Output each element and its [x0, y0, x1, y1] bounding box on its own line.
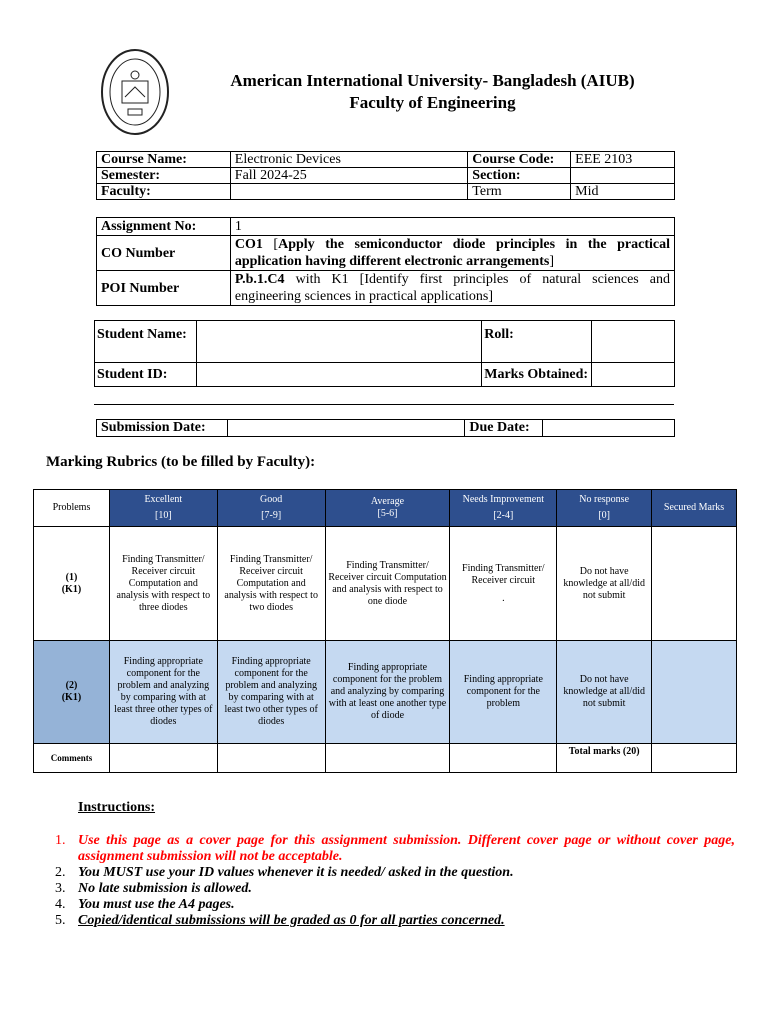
course-code-value: EEE 2103 [571, 152, 675, 168]
section-value[interactable] [571, 168, 675, 184]
average-header [325, 490, 450, 527]
secured-marks-field[interactable] [652, 527, 737, 641]
assignment-no-label: Assignment No: [97, 218, 231, 236]
problem-2-label [34, 641, 110, 744]
assignment-no-value: 1 [230, 218, 674, 236]
poi-code: P.b.1.C4 [234, 272, 285, 287]
comments-field[interactable] [325, 744, 450, 773]
secured-marks-field[interactable] [652, 641, 737, 744]
marks-obtained-label: Marks Obtained: [482, 363, 592, 387]
good-header [217, 490, 325, 527]
rubric-cell: Finding Transmitter/ Receiver circuit Computation and analysis with respect to one diode [325, 527, 450, 641]
student-name-label: Student Name: [95, 321, 197, 363]
total-marks-field[interactable] [652, 744, 737, 773]
comments-field[interactable] [109, 744, 217, 773]
rubric-text: Finding Transmitter/ Receiver circuit [462, 562, 545, 586]
problem-number: (1) [65, 571, 78, 583]
rubric-cell: Do not have knowledge at all/did not submit [557, 527, 652, 641]
instruction-text: No late submission is allowed. [78, 881, 252, 896]
header-name: Needs Improvement [462, 494, 544, 505]
semester-label: Semester: [97, 168, 231, 184]
rubric-cell: Finding appropriate component for the problem [450, 641, 557, 744]
comments-field[interactable] [450, 744, 557, 773]
instruction-item: 3. No late submission is allowed. [55, 881, 252, 896]
rubrics-title: Marking Rubrics (to be filled by Faculty): [46, 454, 316, 470]
course-name-label: Course Name: [97, 152, 231, 168]
instruction-item: 4. You must use the A4 pages. [55, 897, 235, 912]
table-row [34, 527, 737, 641]
secured-marks-header: Secured Marks [652, 490, 737, 527]
rubric-cell: Finding Transmitter/ Receiver circuit Computation and analysis with respect to two diodes [217, 527, 325, 641]
instruction-item: 1. Use this page as a cover page for this assignment submission. Different cover page or without cover page, assignment submission will not be acceptable. [55, 833, 735, 864]
divider-line [94, 404, 674, 405]
co-description: Apply the semiconductor diode principles in the practical application having different electronic arrangements [234, 237, 670, 269]
submission-date-field[interactable] [227, 420, 464, 437]
problems-header: Problems [34, 490, 110, 527]
header-range: [10] [154, 510, 172, 521]
rubric-cell: Finding appropriate component for the problem and analyzing by comparing with at least two other types of diodes [217, 641, 325, 744]
assignment-table [96, 217, 675, 306]
table-row [34, 641, 737, 744]
term-value: Mid [571, 184, 675, 200]
rubric-cell: Finding appropriate component for the problem and analyzing by comparing with at least three other types of diodes [109, 641, 217, 744]
semester-value: Fall 2024-25 [230, 168, 468, 184]
rubric-cell: Do not have knowledge at all/did not submit [557, 641, 652, 744]
instruction-text: You must use the A4 pages. [78, 897, 235, 912]
co-number-value: CO1 [Apply the semiconductor diode principles in the practical application having different electronic arrangements] [230, 236, 674, 271]
university-name: American International University- Bangladesh (AIUB) [230, 71, 635, 90]
rubric-cell: Finding Transmitter/ Receiver circuit Computation and analysis with respect to three diodes [109, 527, 217, 641]
term-label: Term [468, 184, 571, 200]
instruction-text: You MUST use your ID values whenever it is needed/ asked in the question. [78, 865, 514, 880]
header-range: [7-9] [261, 510, 282, 521]
due-date-field[interactable] [543, 420, 675, 437]
faculty-label: Faculty: [97, 184, 231, 200]
submission-date-label: Submission Date: [97, 420, 228, 437]
student-info-table [94, 320, 675, 387]
header-name: Excellent [144, 494, 183, 505]
instruction-text: Copied/identical submissions will be graded as 0 for all parties concerned. [78, 913, 505, 928]
comments-field[interactable] [217, 744, 325, 773]
course-name-value: Electronic Devices [230, 152, 468, 168]
problem-knowledge: (K1) [61, 692, 82, 703]
poi-with: with K1 [295, 272, 349, 287]
poi-number-label: POI Number [97, 271, 231, 306]
document-title [190, 70, 675, 114]
poi-description: Identify first principles of natural sciences and engineering sciences in practical applications [234, 272, 671, 304]
total-marks-label: Total marks (20) [557, 744, 652, 773]
header-name: No response [579, 494, 630, 505]
header-range: [0] [598, 510, 610, 521]
problem-knowledge: (K1) [61, 583, 82, 595]
no-response-header [557, 490, 652, 527]
needs-improvement-header [450, 490, 557, 527]
instruction-text: Use this page as a cover page for this assignment submission. Different cover page or without cover page, assignment submission will not be acceptable. [78, 833, 735, 864]
due-date-label: Due Date: [465, 420, 543, 437]
header-name: Average [370, 496, 405, 507]
roll-field[interactable] [592, 321, 675, 363]
course-info-table [96, 151, 675, 200]
roll-label: Roll: [482, 321, 592, 363]
faculty-value[interactable] [230, 184, 468, 200]
header-name: Good [260, 494, 283, 505]
co-code: CO1 [234, 237, 263, 252]
problem-number: (2) [65, 680, 78, 691]
student-id-field[interactable] [196, 363, 481, 387]
university-seal-logo [100, 47, 170, 137]
problem-1-label [34, 527, 110, 641]
marks-obtained-field[interactable] [592, 363, 675, 387]
instruction-item: 2. You MUST use your ID values whenever it is needed/ asked in the question. [55, 865, 514, 880]
student-name-field[interactable] [196, 321, 481, 363]
co-number-label: CO Number [97, 236, 231, 271]
poi-number-value: P.b.1.C4 with K1 [Identify first principles of natural sciences and engineering sciences in practical applications] [230, 271, 674, 306]
instruction-item: 5. Copied/identical submissions will be graded as 0 for all parties concerned. [55, 913, 505, 928]
instructions-list [55, 833, 735, 929]
course-code-label: Course Code: [468, 152, 571, 168]
rubric-cell: Finding appropriate component for the problem and analyzing by comparing with at least one another type of diode [325, 641, 450, 744]
submission-table [96, 419, 675, 437]
header-range: [5-6] [377, 508, 398, 519]
rubrics-table [33, 489, 737, 773]
header-range: [2-4] [493, 510, 514, 521]
instructions-title: Instructions: [78, 800, 156, 815]
student-id-label: Student ID: [95, 363, 197, 387]
rubric-cell: Finding Transmitter/ Receiver circuit . [450, 527, 557, 641]
section-label: Section: [468, 168, 571, 184]
comments-label: Comments [34, 744, 110, 773]
excellent-header [109, 490, 217, 527]
faculty-name: Faculty of Engineering [349, 93, 516, 112]
